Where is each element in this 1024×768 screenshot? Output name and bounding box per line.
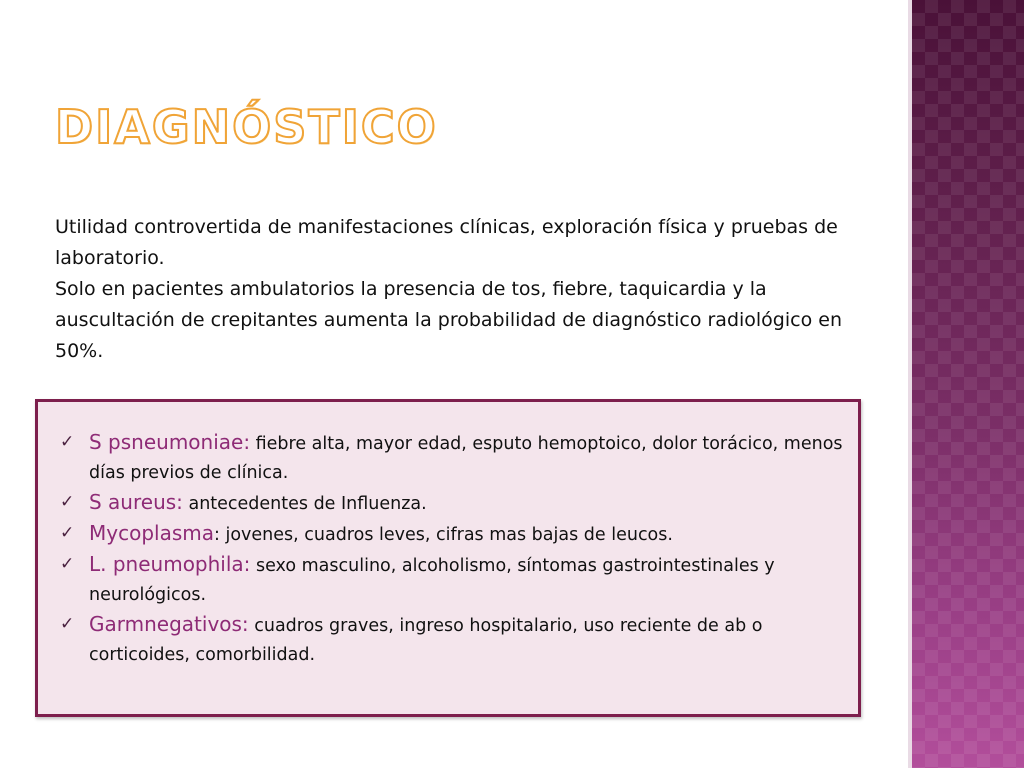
pathogen-box (35, 399, 861, 717)
pathogen-description: fiebre alta, mayor edad, esputo hemoptoico, dolor torácico, menos días previos de clínica. (89, 434, 843, 483)
intro-paragraph-2: Solo en pacientes ambulatorios la presencia de tos, fiebre, taquicardia y la auscultación de crepitantes aumenta la probabilidad de diagnóstico radiológico en 50%. (55, 278, 842, 362)
list-item (60, 550, 848, 610)
list-item (60, 610, 848, 670)
check-icon: ✓ (60, 554, 75, 574)
decorative-side-band (912, 0, 1024, 768)
slide-title: DIAGNÓSTICO (55, 100, 438, 154)
pathogen-list (38, 402, 858, 670)
intro-paragraph-1: Utilidad controvertida de manifestaciones clínicas, exploración física y pruebas de laboratorio. (55, 216, 838, 269)
pathogen-description: antecedentes de Influenza. (182, 494, 427, 514)
list-item (60, 488, 848, 519)
check-icon: ✓ (60, 492, 75, 512)
intro-text (55, 212, 855, 367)
pathogen-term: S aureus: (89, 490, 183, 514)
check-icon: ✓ (60, 614, 75, 634)
list-item (60, 428, 848, 488)
pathogen-term: Mycoplasma (89, 521, 214, 545)
pathogen-term: L. pneumophila: (89, 552, 251, 576)
list-item (60, 519, 848, 550)
pathogen-description: : jovenes, cuadros leves, cifras mas bajas de leucos. (214, 525, 673, 545)
check-icon: ✓ (60, 432, 75, 452)
pathogen-description: cuadros graves, ingreso hospitalario, uso reciente de ab o corticoides, comorbilidad. (89, 616, 763, 665)
pathogen-term: Garmnegativos: (89, 612, 249, 636)
pathogen-description: sexo masculino, alcoholismo, síntomas gastrointestinales y neurológicos. (89, 556, 775, 605)
pathogen-term: S psneumoniae: (89, 430, 251, 454)
check-icon: ✓ (60, 523, 75, 543)
